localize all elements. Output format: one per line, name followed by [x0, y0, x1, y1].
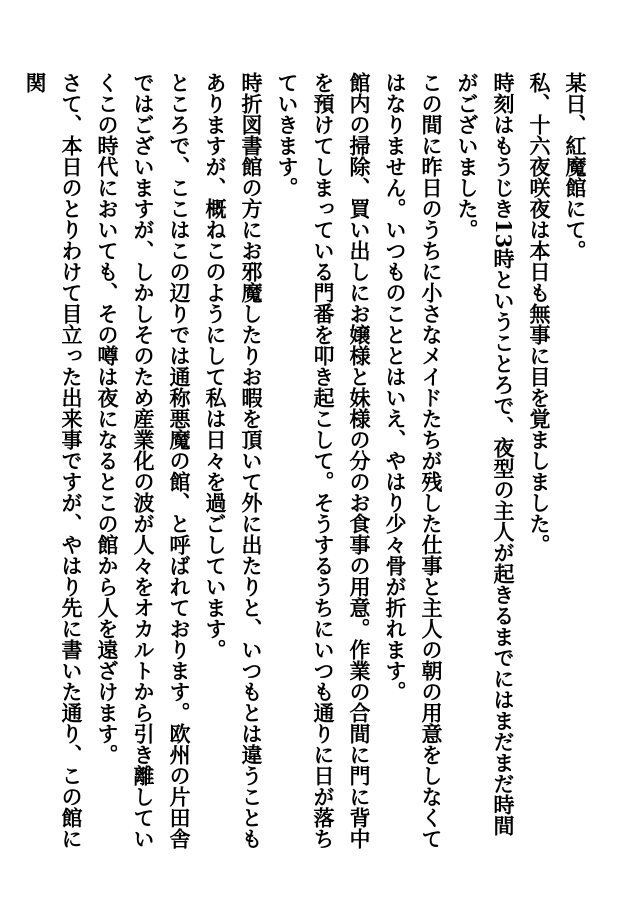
- paragraph: 某日、紅魔館にて。: [563, 72, 588, 261]
- vertical-text-body: [17, 72, 593, 852]
- paragraph: さて、本日のとりわけて目立った出来事ですが、やはり先に書いた通り、この館に関: [23, 72, 84, 849]
- paragraph: 館内の掃除、買い出しにお嬢様と妹様の分のお食事の用意。作業の合間に門に背中を預けてしまっている門番を叩き起こして。そうするうちにいつも通りに日が落ちていきます。: [275, 72, 372, 849]
- paragraph: 時折図書館の方にお邪魔したりお暇を頂いて外に出たりと、いつもとは違うこともありますが、概ねこのようにして私は日々を過ごしています。: [203, 72, 264, 849]
- paragraph: 私、十六夜咲夜は本日も無事に目を覚ましました。: [527, 72, 552, 555]
- paragraph: この間に昨日のうちに小さなメイドたちが残した仕事と主人の朝の用意をしなくてはなりません。いつものこととはいえ、やはり少々骨が折れます。: [383, 72, 444, 849]
- paragraph: ところで、ここはこの辺りでは通称悪魔の館、と呼ばれております。欧州の片田舎ではございますが、しかしそのため産業化の波が人々をオカルトから引き離していくこの時代においても、その噂は夜になるとこの館から人を遠ざけます。: [95, 72, 192, 849]
- paragraph: 時刻はもうじき13時ということろで、夜型の主人が起きるまでにはまだまだ時間がございました。: [455, 72, 516, 837]
